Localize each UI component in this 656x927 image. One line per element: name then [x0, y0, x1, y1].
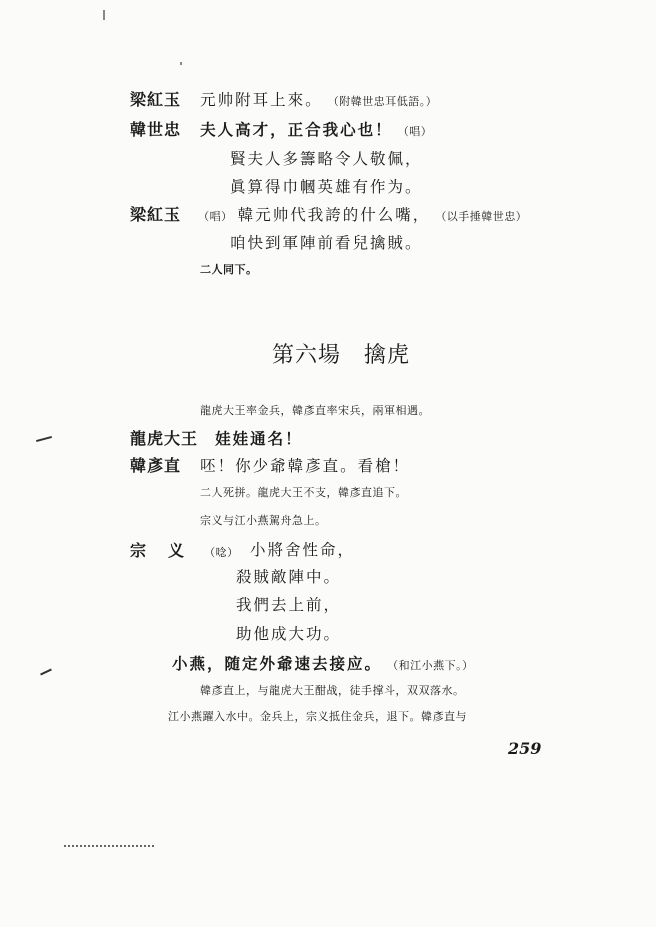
dialogue-line	[130, 458, 410, 475]
verse-line: 我們去上前，	[236, 596, 342, 614]
verse-line: 助他成大功。	[236, 625, 342, 643]
speaker-name: 梁紅玉	[130, 90, 182, 109]
verse-line: 眞算得巾幗英雄有作为。	[230, 178, 423, 196]
margin-mark	[36, 436, 52, 442]
dialogue-line	[130, 122, 432, 138]
stage-direction: 二人同下。	[200, 263, 258, 276]
speaker-name: 梁紅玉	[130, 205, 182, 224]
stage-note: （唱）	[397, 125, 433, 138]
dialogue-text: 夫人高才，正合我心也！	[200, 120, 393, 139]
stage-direction: 龍虎大王率金兵，韓彥直率宋兵，兩軍相遇。	[200, 404, 430, 417]
verse-line: 小將舍性命，	[250, 541, 356, 559]
stage-direction: 二人死拼。龍虎大王不支，韓彥直追下。	[200, 486, 407, 499]
stage-note: （附韓世忠耳低語。）	[327, 95, 438, 108]
dialogue-text: 韓元帅代我誇的什么嘴，	[237, 206, 431, 224]
speaker-name: 韓彥直	[130, 456, 182, 475]
stage-note: （以手捶韓世忠）	[435, 210, 528, 223]
dialogue-text: 娃娃通名！	[215, 429, 303, 448]
verse-line: 咱快到軍陣前看兒擒賊。	[230, 234, 423, 252]
scene-title: 第六場 擒虎	[272, 343, 411, 368]
speaker-name: 韓世忠	[130, 120, 182, 139]
dialogue-line	[130, 92, 437, 109]
dialogue-line	[130, 543, 239, 559]
page-number: 259	[508, 739, 542, 758]
margin-mark	[40, 669, 52, 676]
binding-mark	[103, 10, 105, 20]
dialogue-text: 元帅附耳上來。	[200, 91, 323, 109]
stage-direction: 江小燕躍入水中。金兵上，宗义抵住金兵，退下。韓彥直与	[168, 710, 467, 723]
scan-artifact	[64, 845, 154, 847]
dialogue-text: 小燕，随定外爺速去接应。	[172, 654, 383, 673]
stage-note: （唸）	[204, 546, 239, 559]
binding-mark	[180, 62, 182, 65]
stage-direction: 宗义与江小燕駕舟急上。	[200, 514, 327, 527]
dialogue-text: 呸！你少爺韓彥直。看槍！	[200, 457, 411, 475]
stage-note: （和江小燕下。）	[387, 659, 474, 672]
stage-direction: 韓彥直上，与龍虎大王酣战，徒手撑斗，双双落水。	[200, 684, 465, 697]
dialogue-line	[130, 207, 527, 224]
dialogue-line	[130, 431, 303, 447]
speaker-name: 龍虎大王	[130, 429, 199, 448]
dialogue-line	[172, 656, 474, 672]
verse-line: 殺賊敵陣中。	[236, 568, 342, 586]
speaker-name: 宗 义	[130, 541, 188, 560]
stage-note: （唱）	[198, 210, 233, 223]
verse-line: 賢夫人多籌略令人敬佩，	[230, 150, 423, 168]
